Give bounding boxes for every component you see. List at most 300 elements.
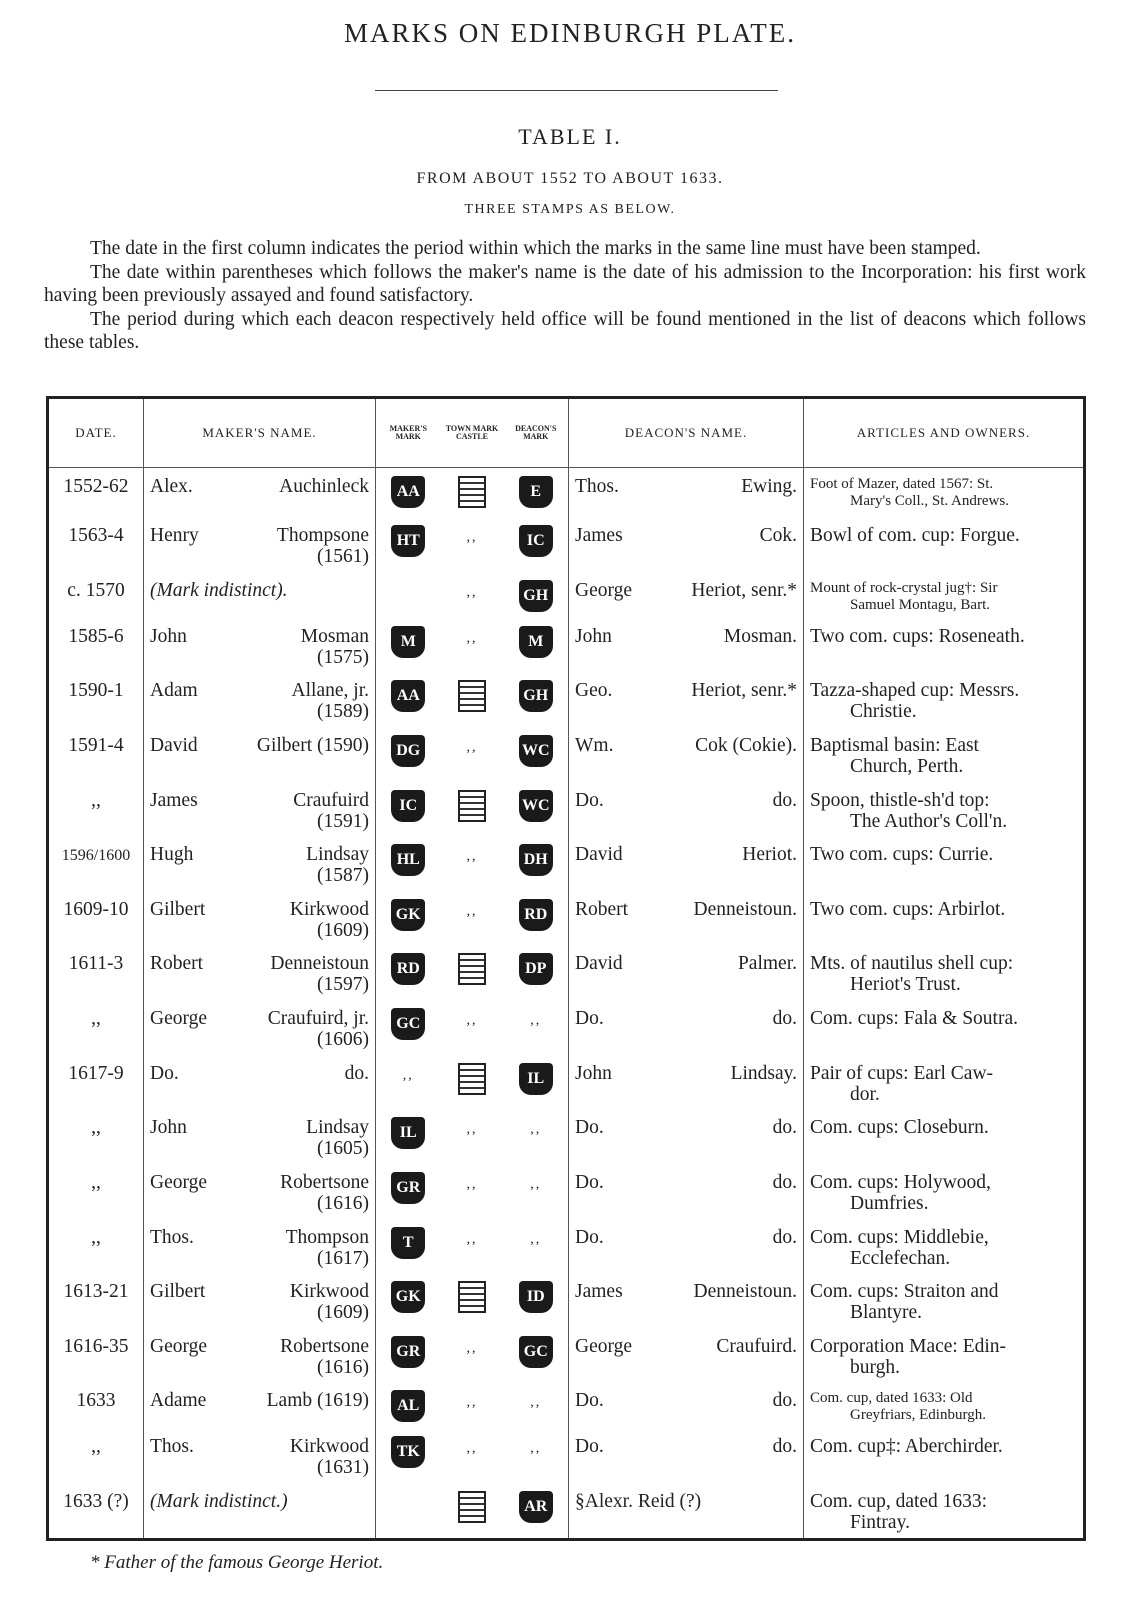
hallmark-icon: GK <box>391 899 425 931</box>
date-cell <box>48 517 144 572</box>
deacon-first: Robert <box>575 898 629 920</box>
deacons-mark-cell <box>504 782 569 837</box>
deacons-mark-cell <box>504 1273 569 1328</box>
maker-cell <box>144 1055 376 1110</box>
maker-name <box>150 844 369 865</box>
articles-text: Com. cup‡: Aberchirder. <box>810 1436 1003 1458</box>
date-text: ,, <box>91 789 101 811</box>
deacon-first: Wm. <box>575 734 614 756</box>
deacon-cell <box>569 517 804 572</box>
footnote: * Father of the famous George Heriot. <box>90 1552 384 1573</box>
articles-text: Foot of Mazer, dated 1567: St. <box>810 476 994 492</box>
deacon-last: Heriot. <box>742 844 797 866</box>
makers-mark-cell <box>376 727 441 782</box>
makers-mark-cell <box>376 1055 441 1110</box>
articles-text-cont: Mary's Coll., St. Andrews. <box>850 493 1009 509</box>
deacon-last: do. <box>772 1226 797 1248</box>
deacon-name <box>575 953 797 974</box>
hallmark-icon: IC <box>519 525 553 557</box>
deacon-cell <box>569 727 804 782</box>
articles-text: Mts. of nautilus shell cup: <box>810 953 1014 975</box>
maker-first: George <box>150 1008 208 1030</box>
date-cell <box>48 1164 144 1219</box>
maker-name <box>150 1491 369 1512</box>
date-text: ,, <box>91 1008 101 1030</box>
articles-text: Two com. cups: Currie. <box>810 844 994 866</box>
date-cell <box>48 836 144 891</box>
maker-last: Kirkwood <box>289 1436 369 1458</box>
articles-text-cont: Ecclefechan. <box>850 1247 951 1269</box>
ditto-mark: ,, <box>530 1395 542 1411</box>
date-text: 1590-1 <box>68 680 124 702</box>
hallmark-icon: TK <box>391 1436 425 1468</box>
hallmark-icon: HL <box>391 844 425 876</box>
table-row <box>48 1000 1085 1055</box>
maker-first: Henry <box>150 525 199 547</box>
ditto-mark: ,, <box>466 739 478 755</box>
maker-name <box>150 1172 369 1193</box>
table-row <box>48 1483 1085 1540</box>
deacons-mark-cell <box>504 1219 569 1274</box>
maker-first: Hugh <box>150 844 194 866</box>
articles-text-cont: Samuel Montagu, Bart. <box>850 596 990 613</box>
deacon-name <box>575 626 797 647</box>
maker-cell <box>144 1382 376 1428</box>
maker-first: George <box>150 1171 208 1193</box>
deacons-mark-cell <box>504 572 569 618</box>
date-text: 1613-21 <box>63 1281 129 1303</box>
date-text: 1563-4 <box>68 525 124 547</box>
makers-mark-cell <box>376 782 441 837</box>
makers-mark-cell <box>376 618 441 673</box>
makers-mark-cell <box>376 1109 441 1164</box>
makers-mark-cell <box>376 836 441 891</box>
articles-text-cont: Blantyre. <box>850 1302 923 1324</box>
makers-mark-cell <box>376 1273 441 1328</box>
deacons-mark-cell <box>504 1483 569 1540</box>
articles-text: Two com. cups: Arbirlot. <box>810 898 1006 920</box>
subtitle: FROM ABOUT 1552 TO ABOUT 1633. <box>416 170 724 187</box>
articles-cell <box>804 1055 1085 1110</box>
deacon-name <box>575 580 797 601</box>
articles-text: Com. cups: Middlebie, <box>810 1226 989 1248</box>
articles-cell <box>804 1428 1085 1483</box>
deacon-cell <box>569 945 804 1000</box>
date-text: ,, <box>91 1117 101 1139</box>
date-cell <box>48 1328 144 1383</box>
town-mark-cell <box>441 1219 504 1274</box>
deacon-first: Do. <box>575 1436 604 1458</box>
deacon-cell <box>569 1382 804 1428</box>
admission-date: (1609) <box>317 1302 369 1324</box>
deacon-name <box>575 1491 797 1512</box>
maker-cell <box>144 1164 376 1219</box>
date-cell <box>48 1483 144 1540</box>
hallmark-icon: RD <box>519 899 553 931</box>
articles-text: Two com. cups: Roseneath. <box>810 625 1025 647</box>
town-mark-cell <box>441 1328 504 1383</box>
intro-text <box>44 237 1086 355</box>
deacon-cell <box>569 572 804 618</box>
ditto-mark: ,, <box>466 1340 478 1356</box>
deacon-cell <box>569 1219 804 1274</box>
articles-text-cont: Greyfriars, Edinburgh. <box>850 1407 986 1424</box>
deacon-first: John <box>575 625 612 647</box>
deacon-cell <box>569 468 804 518</box>
table-row <box>48 1428 1085 1483</box>
deacon-cell <box>569 1328 804 1383</box>
table-row <box>48 1219 1085 1274</box>
maker-last: Robertsone <box>280 1171 369 1193</box>
town-mark-cell <box>441 1273 504 1328</box>
hallmark-icon: RD <box>391 953 425 985</box>
town-mark-cell <box>441 618 504 673</box>
maker-last: Craufuird <box>293 789 369 811</box>
deacon-cell <box>569 1483 804 1540</box>
maker-last: Lindsay <box>306 844 369 866</box>
date-text: 1617-9 <box>68 1062 124 1084</box>
date-cell <box>48 1055 144 1110</box>
deacons-mark-cell <box>504 836 569 891</box>
makers-mark-cell <box>376 891 441 946</box>
articles-cell <box>804 727 1085 782</box>
maker-name <box>150 953 369 974</box>
deacon-last: do. <box>772 789 797 811</box>
articles-text: Spoon, thistle-sh'd top: <box>810 789 990 811</box>
town-mark-cell <box>441 1000 504 1055</box>
articles-cell <box>804 468 1085 518</box>
deacon-cell <box>569 1164 804 1219</box>
articles-text: Com. cups: Fala & Soutra. <box>810 1008 1018 1030</box>
articles-cell <box>804 1109 1085 1164</box>
hallmark-icon: M <box>391 626 425 658</box>
table-row <box>48 1055 1085 1110</box>
articles-text: Com. cups: Holywood, <box>810 1171 991 1193</box>
admission-date: (1591) <box>317 810 369 832</box>
ditto-mark: ,, <box>466 1176 478 1192</box>
articles-text: Com. cups: Closeburn. <box>810 1117 989 1139</box>
deacon-cell <box>569 891 804 946</box>
maker-name <box>150 580 369 601</box>
deacons-mark-cell <box>504 1428 569 1483</box>
articles-cell <box>804 836 1085 891</box>
articles-text-cont: Christie. <box>850 701 917 723</box>
articles-cell <box>804 1382 1085 1428</box>
articles-text: Baptismal basin: East <box>810 734 979 756</box>
castle-mark-icon <box>458 953 486 985</box>
date-cell <box>48 672 144 727</box>
deacon-first: John <box>575 1062 612 1084</box>
makers-mark-cell <box>376 1000 441 1055</box>
header-articles: ARTICLES AND OWNERS. <box>804 398 1085 468</box>
articles-text: Bowl of com. cup: Forgue. <box>810 525 1020 547</box>
deacon-cell <box>569 1428 804 1483</box>
date-cell <box>48 1109 144 1164</box>
town-mark-cell <box>441 572 504 618</box>
maker-first: David <box>150 734 198 756</box>
date-text: 1633 (?) <box>63 1491 129 1512</box>
town-mark-cell <box>441 1109 504 1164</box>
date-cell <box>48 1428 144 1483</box>
hallmark-icon: IC <box>391 790 425 822</box>
maker-name <box>150 735 369 756</box>
date-cell <box>48 1000 144 1055</box>
hallmark-icon: GH <box>519 680 553 712</box>
admission-date: (1587) <box>317 865 369 887</box>
table-header <box>48 398 1085 468</box>
ditto-mark: ,, <box>466 1231 478 1247</box>
date-text: ,, <box>91 1436 101 1458</box>
deacon-first: David <box>575 844 623 866</box>
deacon-last: Mosman. <box>723 625 797 647</box>
makers-mark-cell <box>376 945 441 1000</box>
admission-date: (1561) <box>317 546 369 568</box>
maker-cell <box>144 1000 376 1055</box>
table-row <box>48 572 1085 618</box>
hallmark-icon: GK <box>391 1281 425 1313</box>
deacons-mark-cell <box>504 672 569 727</box>
maker-first: Adame <box>150 1390 207 1412</box>
divider <box>375 90 778 91</box>
deacons-mark-cell <box>504 1000 569 1055</box>
maker-first: James <box>150 789 198 811</box>
admission-date: (1575) <box>317 646 369 668</box>
maker-name <box>150 1008 369 1029</box>
makers-mark-cell <box>376 1483 441 1540</box>
deacon-name <box>575 899 797 920</box>
subtitle-2: THREE STAMPS AS BELOW. <box>464 202 676 217</box>
table-row <box>48 945 1085 1000</box>
deacon-first: Do. <box>575 1226 604 1248</box>
articles-text: Corporation Mace: Edin- <box>810 1335 1007 1357</box>
maker-name <box>150 1281 369 1302</box>
articles-cell <box>804 1273 1085 1328</box>
maker-first: Thos. <box>150 1226 194 1248</box>
deacon-last: Denneistoun. <box>693 898 797 920</box>
hallmark-icon: WC <box>519 735 553 767</box>
ditto-mark: ,, <box>466 584 478 600</box>
date-text: 1585-6 <box>68 625 124 647</box>
header-makers-mark: MAKER'S MARK <box>376 398 441 468</box>
maker-first: John <box>150 1117 187 1139</box>
deacon-last: do. <box>772 1390 797 1412</box>
makers-mark-cell <box>376 672 441 727</box>
date-cell <box>48 1382 144 1428</box>
deacon-last: Craufuird. <box>716 1335 797 1357</box>
deacon-last: Cok (Cokie). <box>695 734 797 756</box>
table-row <box>48 1164 1085 1219</box>
articles-cell <box>804 618 1085 673</box>
admission-date: (1606) <box>317 1029 369 1051</box>
date-text: 1611-3 <box>68 953 124 975</box>
town-mark-cell <box>441 891 504 946</box>
deacon-cell <box>569 1109 804 1164</box>
deacons-mark-cell <box>504 891 569 946</box>
maker-last: Craufuird, jr. <box>267 1008 369 1030</box>
deacon-cell <box>569 1055 804 1110</box>
town-mark-cell <box>441 836 504 891</box>
castle-mark-icon <box>458 790 486 822</box>
ditto-mark: ,, <box>530 1441 542 1457</box>
deacon-cell <box>569 618 804 673</box>
maker-cell <box>144 945 376 1000</box>
deacon-name <box>575 1281 797 1302</box>
hallmark-icon: ID <box>519 1281 553 1313</box>
castle-mark-icon <box>458 1491 486 1523</box>
table-row <box>48 891 1085 946</box>
articles-text: Com. cups: Straiton and <box>810 1281 999 1303</box>
town-mark-cell <box>441 1164 504 1219</box>
maker-cell <box>144 1273 376 1328</box>
deacon-last: do. <box>772 1171 797 1193</box>
header-maker: MAKER'S NAME. <box>144 398 376 468</box>
deacon-cell <box>569 1000 804 1055</box>
page-title: MARKS ON EDINBURGH PLATE. <box>343 18 797 48</box>
castle-mark-icon <box>458 1281 486 1313</box>
articles-text-cont: Church, Perth. <box>850 755 964 777</box>
makers-mark-cell <box>376 572 441 618</box>
deacons-mark-cell <box>504 727 569 782</box>
date-cell <box>48 618 144 673</box>
deacon-name <box>575 790 797 811</box>
hallmark-icon: IL <box>391 1117 425 1149</box>
maker-last: Allane, jr. <box>291 680 369 702</box>
deacon-last: do. <box>772 1008 797 1030</box>
deacon-name <box>575 525 797 546</box>
date-cell <box>48 891 144 946</box>
table-row <box>48 727 1085 782</box>
articles-text: Pair of cups: Earl Caw- <box>810 1062 994 1084</box>
deacon-name <box>575 1336 797 1357</box>
deacon-cell <box>569 1273 804 1328</box>
ditto-mark: ,, <box>530 1013 542 1029</box>
hallmark-icon: GH <box>519 580 553 612</box>
deacon-first: David <box>575 953 623 975</box>
ditto-mark: ,, <box>466 1122 478 1138</box>
maker-name <box>150 1436 369 1457</box>
hallmark-icon: HT <box>391 525 425 557</box>
maker-cell <box>144 891 376 946</box>
deacon-first: Do. <box>575 1171 604 1193</box>
hallmark-icon: DH <box>519 844 553 876</box>
deacon-last: Heriot, senr.* <box>691 680 797 702</box>
table-row <box>48 782 1085 837</box>
deacon-cell <box>569 672 804 727</box>
deacon-name <box>575 1390 797 1411</box>
admission-date: (1589) <box>317 701 369 723</box>
date-text: 1616-35 <box>63 1335 129 1357</box>
maker-name <box>150 899 369 920</box>
town-mark-cell <box>441 782 504 837</box>
articles-text-cont: dor. <box>850 1083 880 1105</box>
maker-last: Kirkwood <box>289 898 369 920</box>
maker-name <box>150 476 369 497</box>
articles-cell <box>804 517 1085 572</box>
ditto-mark: ,, <box>466 530 478 546</box>
maker-name <box>150 1227 369 1248</box>
articles-cell <box>804 672 1085 727</box>
maker-cell <box>144 468 376 518</box>
articles-cell <box>804 1483 1085 1540</box>
makers-mark-cell <box>376 1219 441 1274</box>
deacon-name <box>575 1008 797 1029</box>
table-row <box>48 517 1085 572</box>
deacon-first: Do. <box>575 1008 604 1030</box>
maker-last: Denneistoun <box>270 953 369 975</box>
maker-cell <box>144 1109 376 1164</box>
admission-date: (1616) <box>317 1192 369 1214</box>
articles-text: Com. cup, dated 1633: <box>810 1491 988 1512</box>
articles-text: Com. cup, dated 1633: Old <box>810 1390 973 1407</box>
deacon-first: §Alexr. Reid (?) <box>575 1491 702 1512</box>
header-deacons-mark: DEACON'S MARK <box>504 398 569 468</box>
deacon-first: Do. <box>575 1117 604 1139</box>
town-mark-cell <box>441 517 504 572</box>
maker-cell <box>144 672 376 727</box>
maker-first: Thos. <box>150 1436 194 1458</box>
maker-first: George <box>150 1335 208 1357</box>
table-row <box>48 672 1085 727</box>
maker-name <box>150 790 369 811</box>
town-mark-cell <box>441 945 504 1000</box>
deacon-last: do. <box>772 1117 797 1139</box>
deacon-last: Lindsay. <box>730 1062 797 1084</box>
maker-first: Alex. <box>150 476 193 497</box>
deacon-first: Do. <box>575 789 604 811</box>
hallmark-icon: AL <box>391 1390 425 1422</box>
intro-paragraph: The date in the first column indicates the period within which the marks in the same line must have been stamped. <box>90 238 981 259</box>
articles-cell <box>804 1219 1085 1274</box>
deacon-name <box>575 476 797 497</box>
admission-date: (1631) <box>317 1457 369 1479</box>
date-cell <box>48 945 144 1000</box>
makers-mark-cell <box>376 1164 441 1219</box>
hallmark-icon: E <box>519 476 553 508</box>
date-cell <box>48 572 144 618</box>
deacon-name <box>575 735 797 756</box>
castle-mark-icon <box>458 476 486 508</box>
maker-cell <box>144 1428 376 1483</box>
admission-date: (1616) <box>317 1356 369 1378</box>
ditto-mark: ,, <box>402 1067 414 1083</box>
maker-name <box>150 680 369 701</box>
deacons-mark-cell <box>504 1382 569 1428</box>
deacon-name <box>575 844 797 865</box>
maker-cell <box>144 517 376 572</box>
makers-mark-cell <box>376 468 441 518</box>
maker-cell <box>144 782 376 837</box>
deacon-first: James <box>575 1281 623 1303</box>
makers-mark-cell <box>376 1328 441 1383</box>
deacon-last: Cok. <box>759 525 797 547</box>
deacon-first: George <box>575 1335 633 1357</box>
deacon-last: Ewing. <box>741 476 797 497</box>
deacon-cell <box>569 782 804 837</box>
articles-cell <box>804 1164 1085 1219</box>
town-mark-cell <box>441 1483 504 1540</box>
maker-last: Mosman <box>300 625 369 647</box>
date-cell <box>48 1219 144 1274</box>
date-cell <box>48 468 144 518</box>
maker-name <box>150 626 369 647</box>
hallmark-icon: GC <box>391 1008 425 1040</box>
articles-text-cont: Dumfries. <box>850 1192 929 1214</box>
date-text: ,, <box>91 1226 101 1248</box>
articles-text-cont: The Author's Coll'n. <box>850 810 1008 832</box>
articles-text-cont: Fintray. <box>850 1512 910 1533</box>
maker-first: John <box>150 625 187 647</box>
table-row <box>48 836 1085 891</box>
